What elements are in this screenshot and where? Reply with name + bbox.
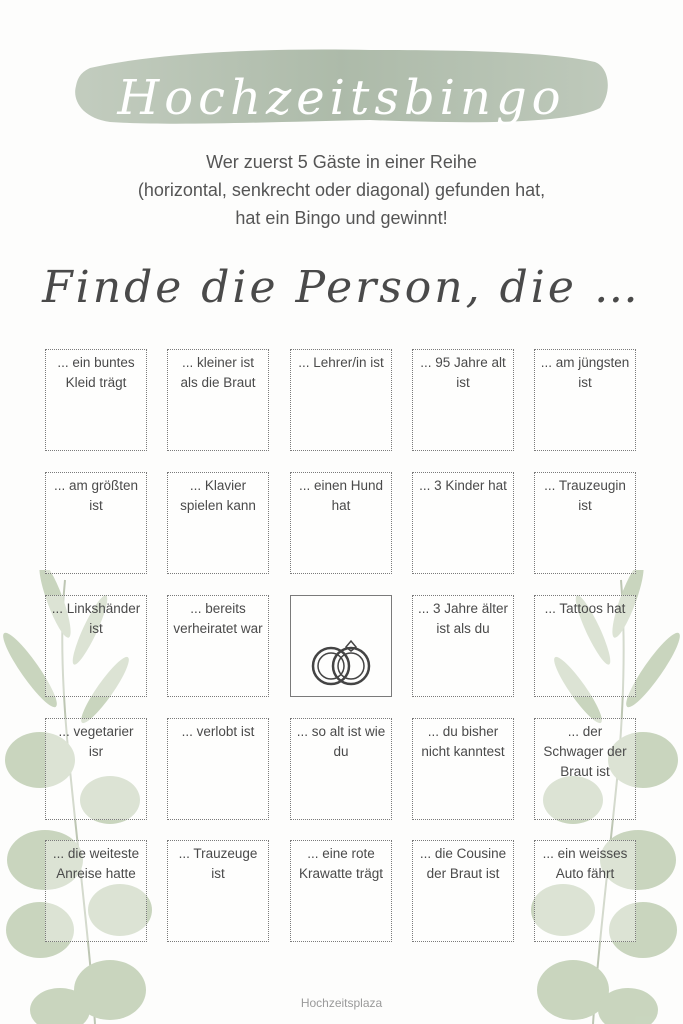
bingo-cell[interactable]: ... am jüngsten ist [534,349,636,451]
bingo-cell[interactable]: ... vegetarier isr [45,718,147,820]
bingo-cell[interactable]: ... am größten ist [45,472,147,574]
bingo-cell[interactable]: ... ein weisses Auto fährt [534,840,636,942]
page-title: Hochzeitsbingo [117,70,566,126]
bingo-cell[interactable]: ... bereits verheiratet war [167,595,269,697]
bingo-cell[interactable]: ... Lehrer/in ist [290,349,392,451]
bingo-cell[interactable]: ... 3 Jahre älter ist als du [412,595,514,697]
bingo-cell[interactable]: ... verlobt ist [167,718,269,820]
bingo-cell[interactable]: ... kleiner ist als die Braut [167,349,269,451]
bingo-cell[interactable]: ... Trauzeugin ist [534,472,636,574]
bingo-cell[interactable]: ... du bisher nicht kanntest [412,718,514,820]
bingo-cell[interactable]: ... so alt ist wie du [290,718,392,820]
bingo-cell[interactable]: ... 95 Jahre alt ist [412,349,514,451]
bingo-cell[interactable]: ... Trauzeuge ist [167,840,269,942]
instruction-line-2: (horizontal, senkrecht oder diagonal) gefunden hat, [137,180,546,200]
bingo-cell[interactable]: ... 3 Kinder hat [412,472,514,574]
bingo-cell[interactable]: ... Klavier spielen kann [167,472,269,574]
bingo-cell[interactable]: ... die weiteste Anreise hatte [45,840,147,942]
bingo-cell[interactable]: ... einen Hund hat [290,472,392,574]
bingo-cell[interactable]: ... Tattoos hat [534,595,636,697]
instruction-line-1: Wer zuerst 5 Gäste in einer Reihe [206,152,477,172]
subtitle: Finde die Person, die … [42,262,641,313]
bingo-cell[interactable]: ... eine rote Krawatte trägt [290,840,392,942]
wedding-rings-icon [305,638,377,690]
bingo-cell[interactable]: ... ein buntes Kleid trägt [45,349,147,451]
bingo-cell[interactable]: ... der Schwager der Braut ist [534,718,636,820]
instruction-line-3: hat ein Bingo und gewinnt! [235,208,448,228]
bingo-center-cell[interactable] [290,595,392,697]
credit-watermark: Hochzeitsplaza [300,996,383,1010]
bingo-cell[interactable]: ... Linkshänder ist [45,595,147,697]
bingo-cell[interactable]: ... die Cousine der Braut ist [412,840,514,942]
